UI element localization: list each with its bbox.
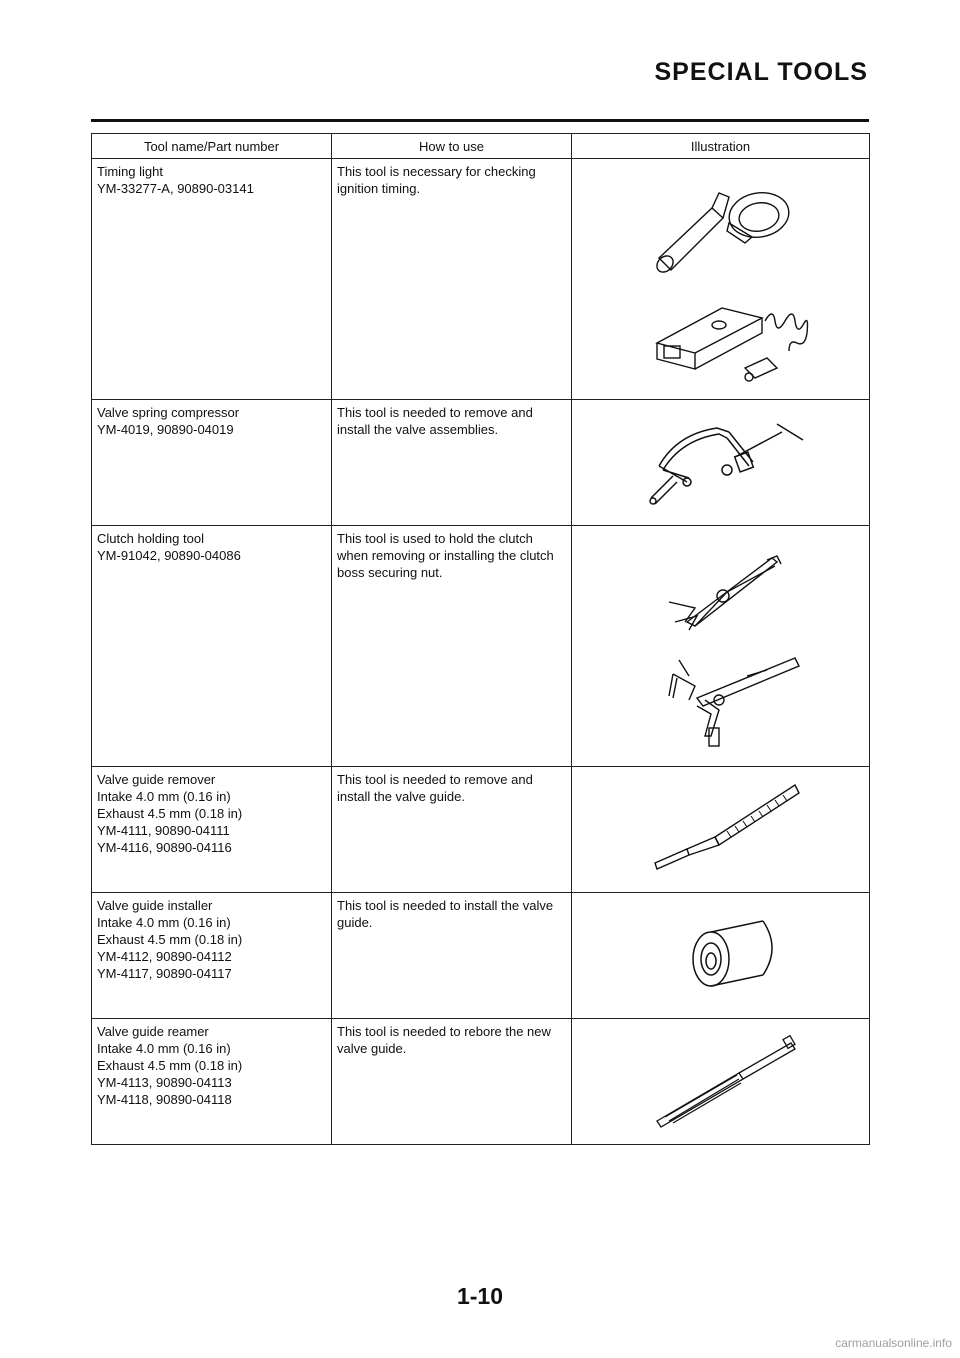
page-number: 1-10 [456, 1283, 504, 1309]
usage-cell: This tool is used to hold the clutch when removing or installing the clutch boss securing nut. [332, 526, 572, 767]
special-tools-table [91, 133, 870, 1145]
table-row [92, 159, 870, 400]
illustration-cell [572, 526, 870, 767]
usage-cell: This tool is needed to install the valve guide. [332, 893, 572, 1019]
tool-name-cell [92, 767, 332, 893]
spec-line: Intake 4.0 mm (0.16 in) [97, 789, 231, 804]
tool-name-cell [92, 526, 332, 767]
table-row [92, 400, 870, 526]
title-rule [91, 119, 869, 122]
table-row [92, 893, 870, 1019]
illustration-cell [572, 893, 870, 1019]
tool-name-cell [92, 400, 332, 526]
table-header-row [92, 134, 870, 159]
tool-name: Timing light [97, 164, 163, 179]
spec-line: Exhaust 4.5 mm (0.18 in) [97, 932, 243, 947]
part-number: YM-4116, 90890-04116 [97, 840, 232, 855]
valve-guide-reamer-illustration [577, 1023, 875, 1140]
timing-light-illustration [577, 163, 875, 395]
page-title: SPECIAL TOOLS [654, 58, 868, 86]
part-number: YM-4019, 90890-04019 [97, 422, 234, 437]
part-number: YM-4113, 90890-04113 [97, 1075, 232, 1090]
valve-spring-compressor-illustration [577, 404, 875, 521]
usage-cell: This tool is needed to remove and install the valve guide. [332, 767, 572, 893]
part-number: YM-33277-A, 90890-03141 [97, 181, 254, 196]
usage-cell: This tool is necessary for checking ignition timing. [332, 159, 572, 400]
table-row [92, 1019, 870, 1145]
part-number: YM-4118, 90890-04118 [97, 1092, 232, 1107]
tool-name-cell [92, 893, 332, 1019]
valve-guide-remover-illustration [577, 771, 875, 888]
usage-cell: This tool is needed to remove and install the valve assemblies. [332, 400, 572, 526]
table-row [92, 526, 870, 767]
illustration-cell [572, 400, 870, 526]
tool-name-cell [92, 159, 332, 400]
tool-name: Valve spring compressor [97, 405, 240, 420]
spec-line: Intake 4.0 mm (0.16 in) [97, 1041, 231, 1056]
spec-line: Exhaust 4.5 mm (0.18 in) [97, 1058, 243, 1073]
illustration-cell [572, 1019, 870, 1145]
part-number: YM-91042, 90890-04086 [97, 548, 241, 563]
valve-guide-installer-illustration [577, 897, 875, 1014]
tool-name: Valve guide reamer [97, 1024, 209, 1039]
tool-name-cell [92, 1019, 332, 1145]
usage-cell: This tool is needed to rebore the new valve guide. [332, 1019, 572, 1145]
illustration-cell [572, 159, 870, 400]
part-number: YM-4111, 90890-04111 [97, 823, 230, 838]
tool-name: Clutch holding tool [97, 531, 204, 546]
watermark: carmanualsonline.info [835, 1336, 952, 1350]
part-number: YM-4117, 90890-04117 [97, 966, 232, 981]
part-number: YM-4112, 90890-04112 [97, 949, 232, 964]
column-header: How to use [332, 134, 572, 159]
column-header: Illustration [572, 134, 870, 159]
clutch-holding-tool-illustration [577, 530, 875, 762]
tool-name: Valve guide remover [97, 772, 216, 787]
table-row [92, 767, 870, 893]
tool-name: Valve guide installer [97, 898, 213, 913]
spec-line: Exhaust 4.5 mm (0.18 in) [97, 806, 243, 821]
column-header: Tool name/Part number [92, 134, 332, 159]
illustration-cell [572, 767, 870, 893]
spec-line: Intake 4.0 mm (0.16 in) [97, 915, 231, 930]
